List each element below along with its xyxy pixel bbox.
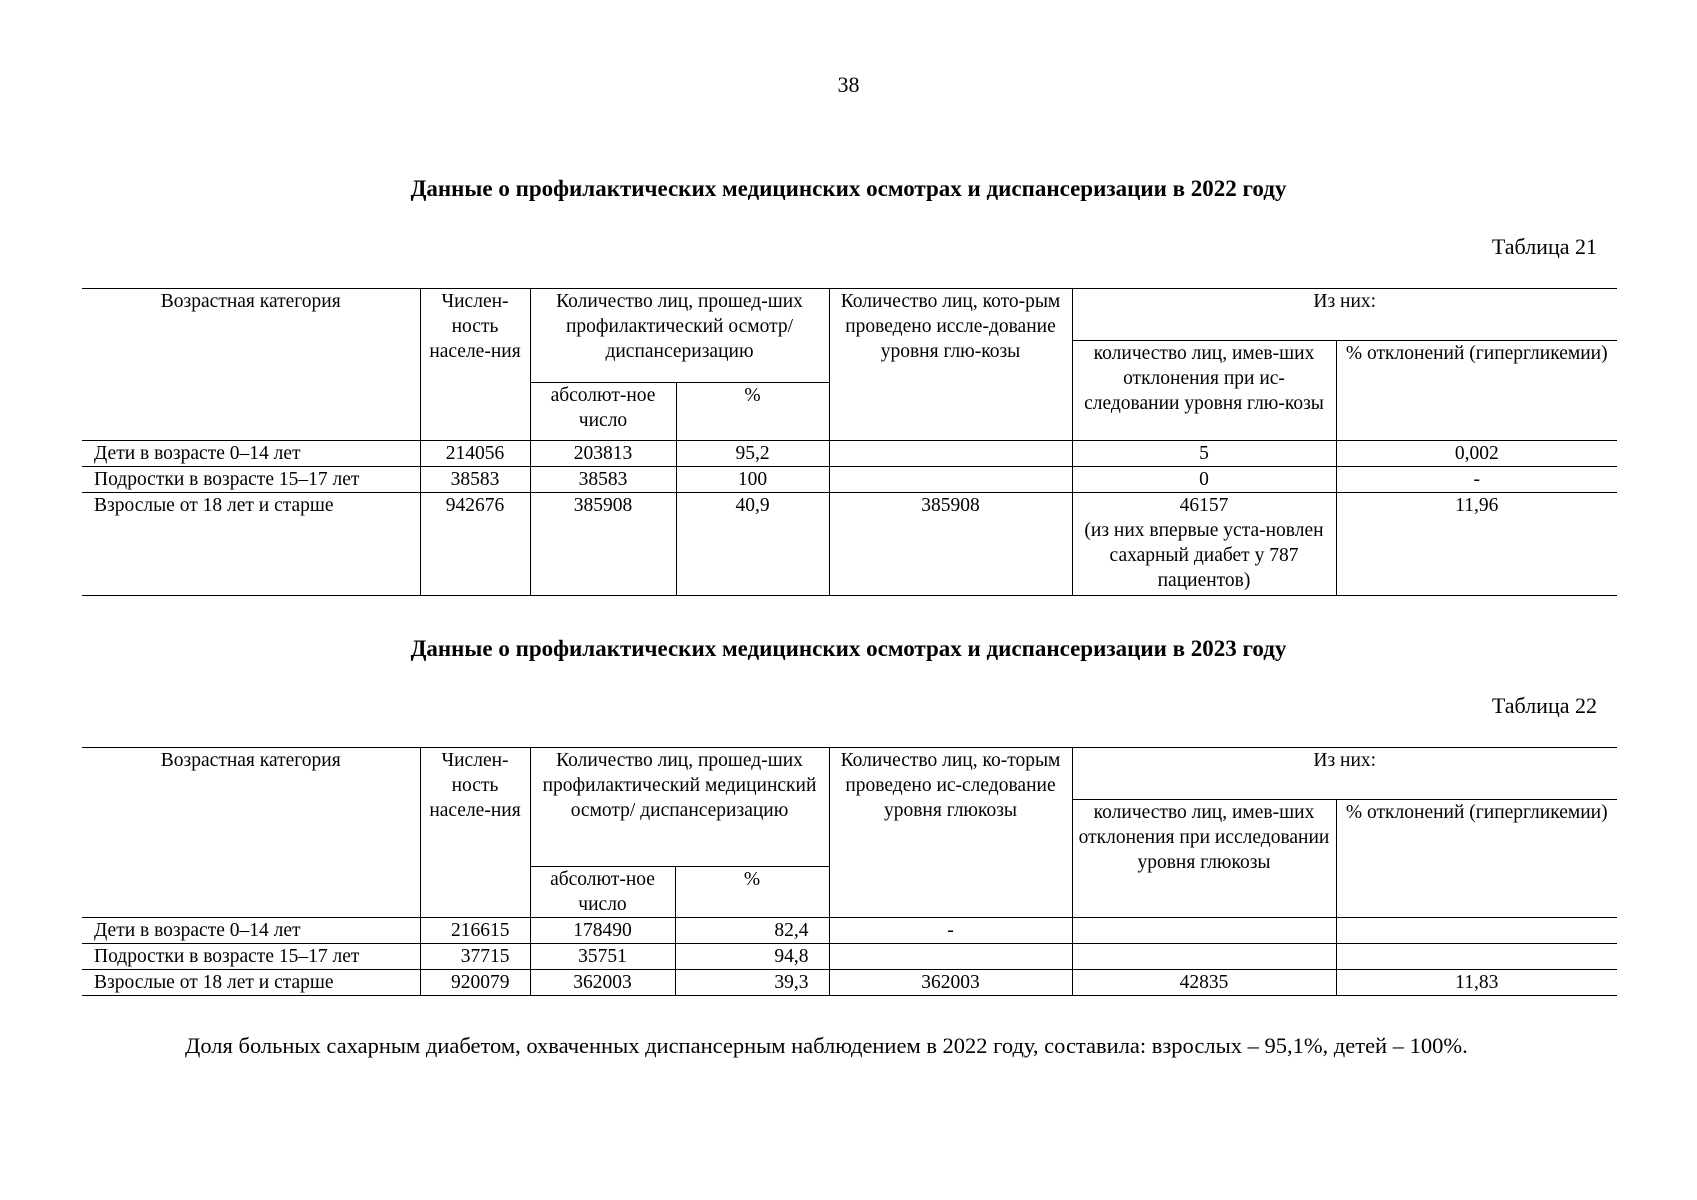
table22-header-deviations-pct: % отклонений (гипергликемии) (1336, 800, 1617, 918)
table-cell: 362003 (829, 970, 1072, 996)
table-cell: 362003 (530, 970, 675, 996)
table-cell-deviations (1072, 493, 1336, 596)
table-cell: 38583 (420, 467, 530, 493)
table22-header-of-them: Из них: (1072, 748, 1617, 800)
table-cell: Подростки в возрасте 15–17 лет (82, 467, 420, 493)
table-row (82, 918, 1617, 944)
table22-header-category: Возрастная категория (82, 748, 420, 918)
table22-header-pct: % (675, 867, 829, 918)
table-cell (829, 944, 1072, 970)
table-cell: 385908 (829, 493, 1072, 596)
table-cell: 0,002 (1336, 441, 1617, 467)
table21-header-population: Числен-ность населе-ния (420, 289, 530, 441)
table21-header-abs: абсолют-ное число (530, 383, 676, 441)
table-cell: 216615 (420, 918, 530, 944)
table-cell: 100 (676, 467, 829, 493)
table22-header-population: Числен-ность населе-ния (420, 748, 530, 918)
table-cell: - (829, 918, 1072, 944)
table-cell: 5 (1072, 441, 1336, 467)
table-row (82, 467, 1617, 493)
table-cell: Подростки в возрасте 15–17 лет (82, 944, 420, 970)
table-row (82, 970, 1617, 996)
table-cell: - (1336, 467, 1617, 493)
table-row (82, 441, 1617, 467)
table-cell: 37715 (420, 944, 530, 970)
table22-header-deviations: количество лиц, имев-ших отклонения при исследовании уровня глюкозы (1072, 800, 1336, 918)
table22-header-abs: абсолют-ное число (530, 867, 675, 918)
table21-header-glucose: Количество лиц, кото-рым проведено иссле-дование уровня глю-козы (829, 289, 1072, 441)
table-cell: 920079 (420, 970, 530, 996)
table-cell: Взрослые от 18 лет и старше (82, 970, 420, 996)
table-cell (829, 441, 1072, 467)
table22-header-glucose: Количество лиц, ко-торым проведено ис-следование уровня глюкозы (829, 748, 1072, 918)
table-cell: 39,3 (675, 970, 829, 996)
table-cell: Дети в возрасте 0–14 лет (82, 441, 420, 467)
table-cell: Взрослые от 18 лет и старше (82, 493, 420, 596)
table22-header-examined: Количество лиц, прошед-ших профилактический медицинский осмотр/ диспансеризацию (530, 748, 829, 867)
table22-label: Таблица 22 (1491, 693, 1597, 718)
table21-header-examined: Количество лиц, прошед-ших профилактический осмотр/диспансеризацию (530, 289, 829, 383)
table-cell: 40,9 (676, 493, 829, 596)
table21-header-category: Возрастная категория (82, 289, 420, 441)
table-cell: 42835 (1072, 970, 1336, 996)
deviations-note: (из них впервые уста-новлен сахарный диабет у 787 пациентов) (1084, 520, 1324, 591)
table-cell: 942676 (420, 493, 530, 596)
table-cell: 203813 (530, 441, 676, 467)
table-cell: 214056 (420, 441, 530, 467)
table-cell: 95,2 (676, 441, 829, 467)
table21-header-deviations-pct: % отклонений (гипергликемии) (1336, 341, 1617, 441)
table-cell (1336, 944, 1617, 970)
table-cell: 35751 (530, 944, 675, 970)
table-cell: 11,83 (1336, 970, 1617, 996)
table-cell: 38583 (530, 467, 676, 493)
table-cell (829, 467, 1072, 493)
table22 (82, 747, 1617, 996)
table-cell: Дети в возрасте 0–14 лет (82, 918, 420, 944)
table-cell: 11,96 (1336, 493, 1617, 596)
deviations-value: 46157 (1179, 495, 1229, 516)
table21 (82, 288, 1617, 596)
body-paragraph: Доля больных сахарным диабетом, охваченных диспансерным наблюдением в 2022 году, составила: взрослых – 95,1%, детей – 100%. (185, 1033, 1468, 1058)
table-cell (1336, 918, 1617, 944)
table21-header-deviations: количество лиц, имев-ших отклонения при ис-следовании уровня глю-козы (1072, 341, 1336, 441)
table-cell (1072, 918, 1336, 944)
table21-title: Данные о профилактических медицинских осмотрах и диспансеризации в 2022 году (410, 176, 1287, 201)
table-cell: 94,8 (675, 944, 829, 970)
table22-title: Данные о профилактических медицинских осмотрах и диспансеризации в 2023 году (410, 636, 1287, 661)
page-number: 38 (837, 72, 860, 97)
table-row (82, 493, 1617, 596)
table-cell: 82,4 (675, 918, 829, 944)
table21-header-pct: % (676, 383, 829, 441)
table21-header-of-them: Из них: (1072, 289, 1617, 341)
table-cell: 178490 (530, 918, 675, 944)
table21-label: Таблица 21 (1491, 234, 1597, 259)
table-cell: 385908 (530, 493, 676, 596)
table-cell (1072, 944, 1336, 970)
table-cell: 0 (1072, 467, 1336, 493)
table-row (82, 944, 1617, 970)
